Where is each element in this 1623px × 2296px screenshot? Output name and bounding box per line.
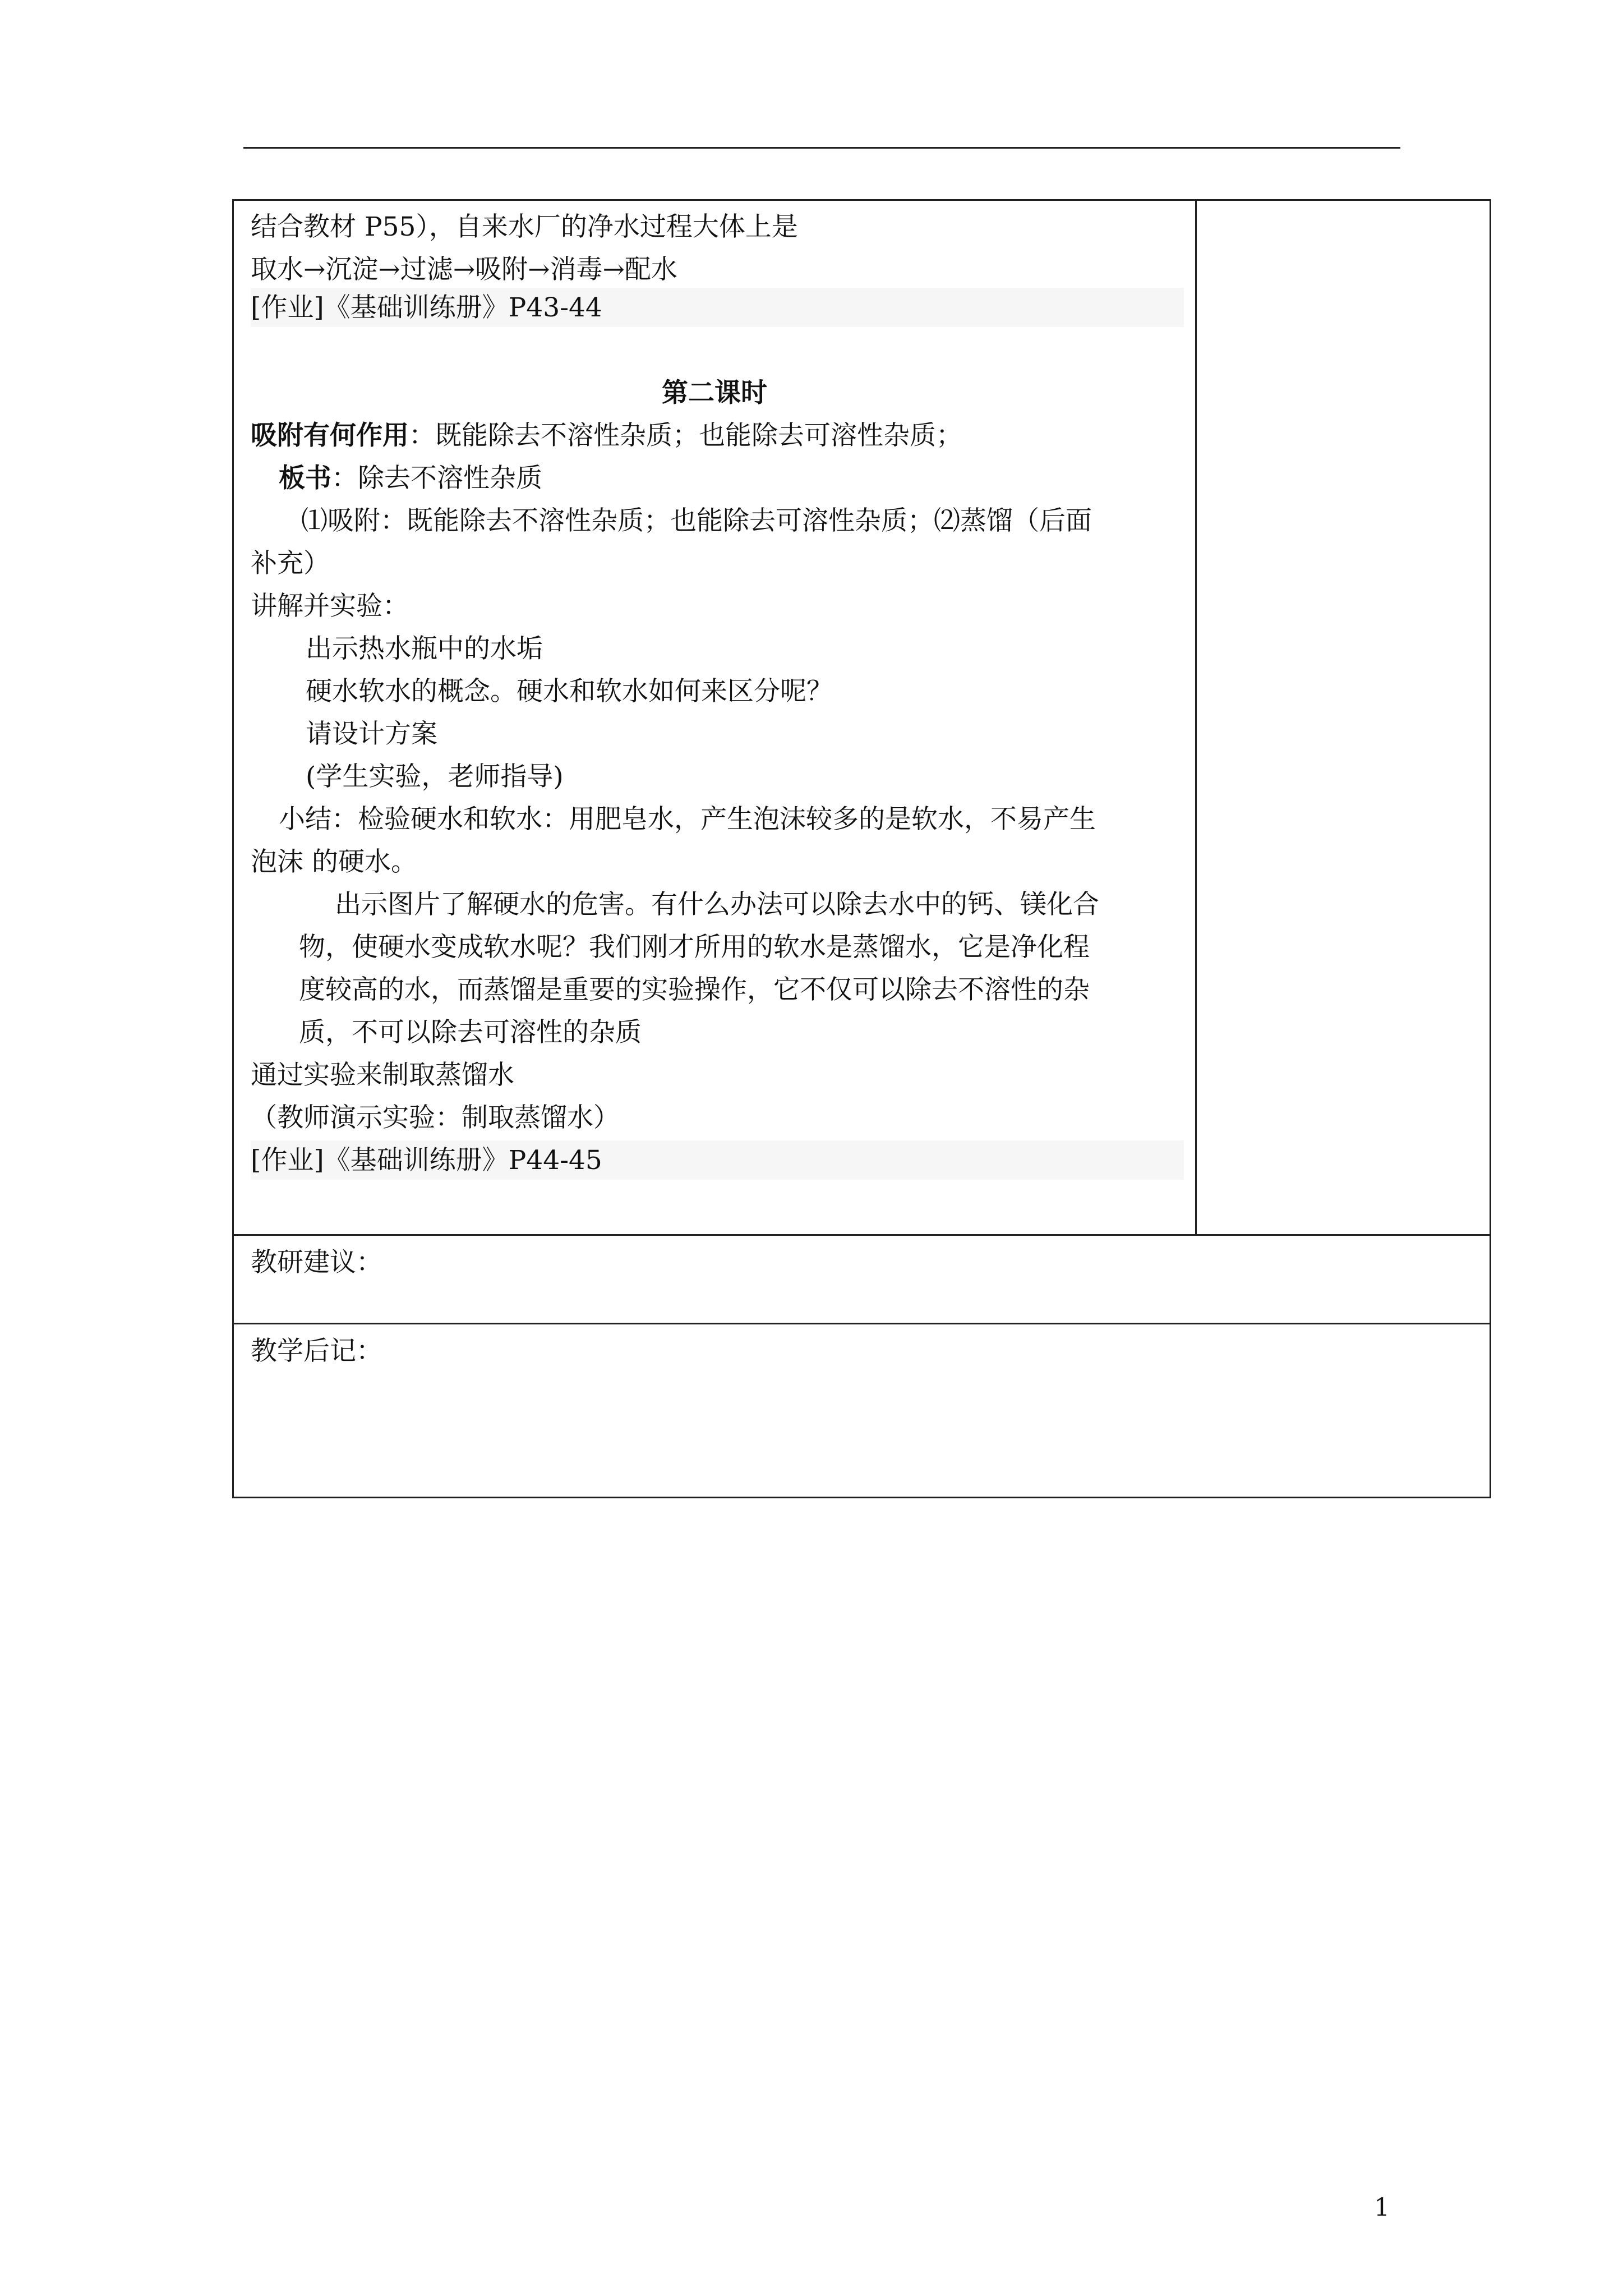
explain-item: 出示热水瓶中的水垢 (306, 633, 543, 664)
point1-line-1: ⑴吸附：既能除去不溶性杂质；也能除去可溶性杂质；⑵蒸馏（后面 (301, 505, 1092, 536)
board-line (279, 461, 542, 496)
hard-water-line: 质，不可以除去可溶性的杂质 (299, 1017, 642, 1048)
adsorption-question-label: 吸附有何作用 (251, 420, 409, 451)
row-divider (234, 1323, 1490, 1324)
header-rule (243, 147, 1400, 149)
row-divider (234, 1234, 1490, 1236)
board-text: ：除去不溶性杂质 (331, 463, 542, 494)
point1-line-2: 补充） (251, 548, 330, 579)
research-suggestion-label: 教研建议： (251, 1247, 382, 1278)
intro-line-2: 取水→沉淀→过滤→吸附→消毒→配水 (251, 254, 677, 285)
explain-item: 硬水软水的概念。硬水和软水如何来区分呢？ (306, 676, 833, 707)
explain-item: (学生实验，老师指导) (306, 761, 564, 792)
intro-line-1: 结合教材 P55），自来水厂的净水过程大体上是 (251, 211, 798, 242)
summary-line-2: 泡沫 的硬水。 (251, 846, 417, 877)
explain-label: 讲解并实验： (251, 591, 409, 622)
hard-water-line: 度较高的水，而蒸馏是重要的实验操作，它不仅可以除去不溶性的杂 (299, 974, 1090, 1005)
distill-line: 通过实验来制取蒸馏水 (251, 1060, 514, 1091)
summary-line-1: 小结：检验硬水和软水：用肥皂水，产生泡沫较多的是软水，不易产生 (279, 804, 1096, 835)
homework-2: [作业]《基础训练册》P44-45 (251, 1145, 602, 1176)
page-number: 1 (1374, 2193, 1390, 2222)
column-divider (1195, 201, 1197, 1234)
second-lesson-title: 第二课时 (662, 378, 767, 408)
teacher-demo-line: （教师演示实验：制取蒸馏水） (251, 1102, 620, 1133)
board-label: 板书 (279, 463, 331, 494)
adsorption-answer: ：既能除去不溶性杂质；也能除去可溶性杂质； (409, 420, 962, 451)
hard-water-line: 出示图片了解硬水的危害。有什么办法可以除去水中的钙、镁化合 (335, 889, 1099, 920)
hard-water-line: 物，使硬水变成软水呢？我们刚才所用的软水是蒸馏水，它是净化程 (299, 932, 1090, 963)
teaching-notes-label: 教学后记： (251, 1336, 382, 1366)
adsorption-line (251, 418, 962, 453)
homework-1: [作业]《基础训练册》P43-44 (251, 292, 602, 323)
lesson-table (232, 199, 1491, 1498)
explain-item: 请设计方案 (306, 719, 437, 749)
